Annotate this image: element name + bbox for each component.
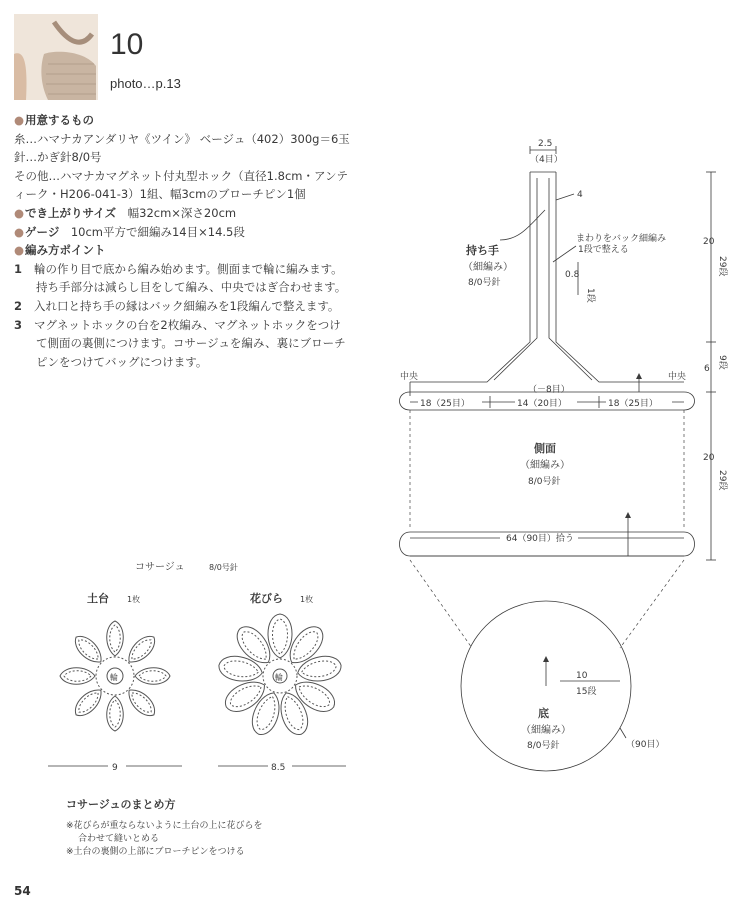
bottom-hook: 8/0号針 (527, 741, 560, 751)
bottom-rows: 15段 (576, 687, 597, 697)
base-motif (60, 621, 170, 731)
materials-yarn: 糸…ハマナカアンダリヤ《ツイン》 ベージュ（402）300g＝6玉 (14, 131, 350, 146)
point-3-text-1: マグネットホックの台を2枚編み、マグネットホックをつけ (34, 317, 341, 332)
finish-line-1: ※花びらが重ならないように土台の上に花びらを (66, 821, 263, 831)
point-3-line-3: ピンをつけてバッグにつけます。 (36, 354, 208, 369)
point-3-line-2: て側面の裏側につけます。コサージュを編み、裏にブローチ (36, 336, 346, 351)
bottom-stitches: （90目） (626, 740, 665, 750)
photo-reference: photo…p.13 (110, 76, 181, 91)
corsage-title: コサージュ (135, 562, 185, 573)
center-dec-label: （－8目） (528, 385, 570, 395)
point-1-line-2: 持ち手部分は減らし目をして編み、中央ではぎ合わせます。 (36, 280, 347, 295)
side-stitch: （細編み） (520, 460, 570, 471)
materials-other-2: ィーク・H206-041-3）1組、幅3cmのブローチピン1個 (14, 187, 306, 202)
base-count: 1枚 (127, 595, 141, 604)
size-heading: ● でき上がりサイズ (14, 206, 116, 220)
materials-hook: 針…かぎ針8/0号 (14, 150, 102, 165)
points-heading: ● 編み方ポイント (14, 241, 374, 260)
size-value: 幅32cm×深さ20cm (127, 205, 237, 220)
handle-left-outer (410, 172, 530, 382)
corsage-hook: 8/0号針 (209, 563, 238, 572)
handle-hook: 8/0号針 (468, 278, 501, 288)
base-label: 土台 (87, 592, 109, 605)
bottom-stitch: （細編み） (521, 725, 571, 736)
materials-heading: ● 用意するもの (14, 111, 374, 130)
finish-line-2: 合わせて縫いとめる (78, 834, 160, 844)
height-side: 20 (703, 453, 715, 463)
height-handle-rows: 29段 (717, 256, 727, 277)
handle-label: 持ち手 (466, 244, 499, 257)
finish-title: コサージュのまとめ方 (66, 798, 176, 811)
pattern-number: 10 (110, 28, 144, 61)
handle-stitch: （細編み） (463, 262, 513, 273)
bottom-label: 底 (538, 707, 549, 720)
center-right-label: 中央 (668, 372, 687, 382)
side-label: 側面 (534, 442, 556, 455)
width-center: 14（20目） (517, 399, 567, 409)
point-2-text-1: 入れ口と持ち手の縁はバック細編みを1段編んで整えます。 (34, 298, 340, 313)
handle-side-dim: 4 (577, 190, 583, 200)
page-number: 54 (14, 884, 31, 898)
point-2-num: 2 (14, 298, 23, 313)
edge-note-1: まわりをバック細編み (576, 234, 667, 244)
gauge-heading: ● ゲージ (14, 225, 59, 239)
petal-count: 1枚 (300, 595, 314, 604)
point-1-num: 1 (14, 261, 23, 276)
handle-top-width: 2.5 (538, 139, 553, 149)
point-1-text-1: 輪の作り目で底から編み始めます。側面まで輪に編みます。 (34, 261, 343, 276)
gauge-value: 10cm平方で細編み14目×14.5段 (70, 224, 245, 239)
corsage-section (48, 561, 346, 857)
height-side-rows: 29段 (717, 470, 727, 491)
height-taper: 6 (704, 364, 710, 374)
pickup-label: 64（90目）拾う (506, 534, 574, 544)
base-ring-label: 輪 (110, 673, 118, 682)
handle-dec-rows: 1段 (585, 288, 595, 303)
petal-ring-label: 輪 (275, 673, 283, 682)
bag-schematic (400, 139, 729, 771)
height-taper-rows: 9段 (717, 355, 727, 370)
width-left: 18（25目） (420, 399, 470, 409)
side-hook: 8/0号針 (528, 477, 561, 487)
petal-label: 花びら (250, 592, 283, 605)
handle-top-rows: （4目） (530, 155, 563, 165)
center-left-label: 中央 (400, 372, 419, 382)
base-width: 9 (112, 763, 118, 773)
bottom-radius: 10 (576, 671, 588, 681)
materials-other-1: その他…ハマナカマグネット付丸型ホック（直径1.8cm・アンテ (14, 168, 349, 183)
edge-note-2: 1段で整える (578, 245, 629, 255)
finish-line-3: ※土台の裏側の上部にブローチピンをつける (66, 847, 245, 857)
height-handle: 20 (703, 237, 715, 247)
point-3-num: 3 (14, 317, 23, 332)
petal-motif (217, 614, 343, 738)
petal-width: 8.5 (271, 763, 286, 773)
width-right: 18（25目） (608, 399, 658, 409)
handle-dec-dim: 0.8 (565, 270, 580, 280)
